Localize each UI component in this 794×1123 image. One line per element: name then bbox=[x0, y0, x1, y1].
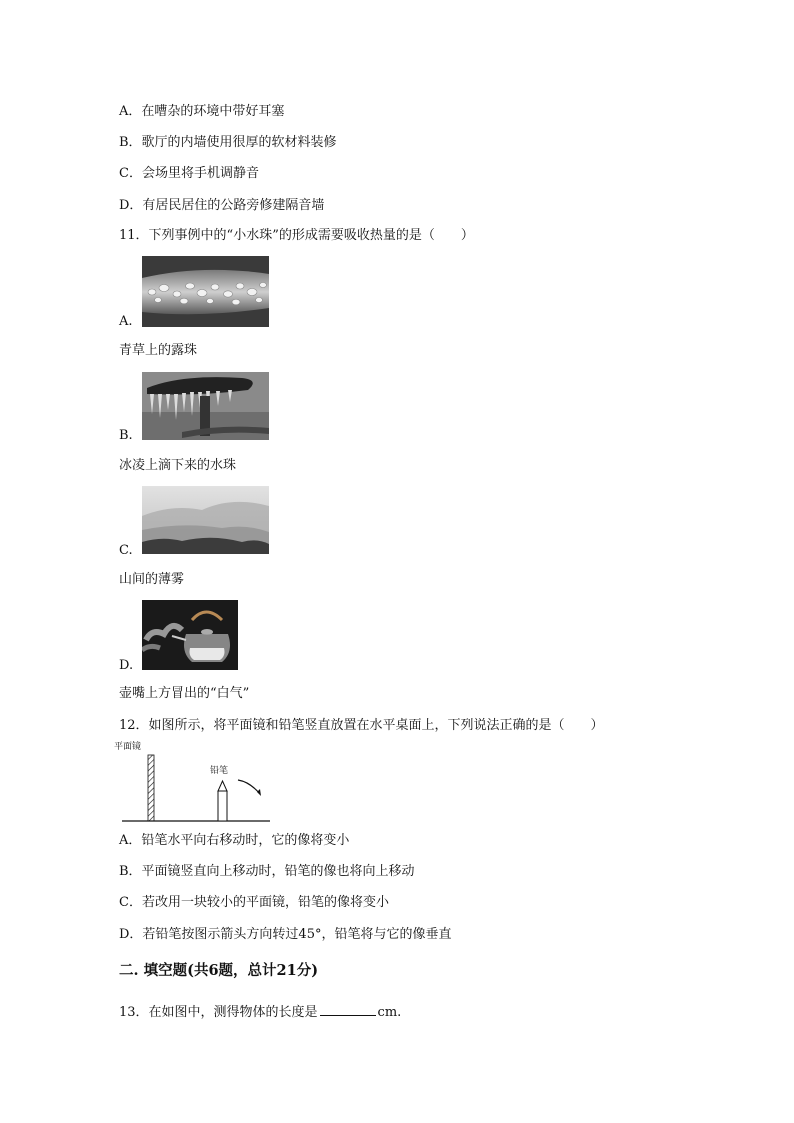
q11-option-a-caption: 青草上的露珠 bbox=[119, 343, 198, 358]
q11-option-d-caption: 壶嘴上方冒出的“白气” bbox=[119, 686, 250, 701]
q11-option-c-caption: 山间的薄雾 bbox=[119, 572, 185, 587]
mirror-label: 平面镜 bbox=[114, 742, 142, 752]
q11-option-d-label: D. bbox=[119, 658, 134, 673]
q11-option-b-caption: 冰凌上滴下来的水珠 bbox=[119, 458, 237, 473]
q12-option-c: C．若改用一块较小的平面镜，铅笔的像将变小 bbox=[119, 895, 389, 910]
section-title: 二. 填空题(共6题，总计21分) bbox=[119, 962, 319, 979]
kettle-photo bbox=[142, 600, 238, 670]
q13-stem-after: cm. bbox=[377, 1005, 402, 1020]
answer-blank[interactable] bbox=[320, 1003, 376, 1016]
q11-option-a-label: A. bbox=[119, 314, 133, 329]
q10-option-d: D．有居民居住的公路旁修建隔音墙 bbox=[119, 198, 325, 213]
q11-option-c-label: C. bbox=[119, 543, 133, 558]
mirror-pencil-figure bbox=[114, 742, 272, 824]
mist-photo bbox=[142, 486, 269, 554]
pencil-label: 铅笔 bbox=[210, 766, 229, 776]
q13-stem-before: 13．在如图中，测得物体的长度是 bbox=[119, 1005, 318, 1020]
q12-option-b: B．平面镜竖直向上移动时，铅笔的像也将向上移动 bbox=[119, 864, 415, 879]
q12-stem: 12．如图所示，将平面镜和铅笔竖直放置在水平桌面上，下列说法正确的是（ ） bbox=[119, 718, 604, 733]
q10-option-c: C．会场里将手机调静音 bbox=[119, 166, 259, 181]
q12-option-a: A．铅笔水平向右移动时，它的像将变小 bbox=[119, 833, 350, 848]
icicle-photo bbox=[142, 372, 269, 440]
q10-option-a: A．在嘈杂的环境中带好耳塞 bbox=[119, 104, 285, 119]
q10-option-b: B．歌厅的内墙使用很厚的软材料装修 bbox=[119, 135, 337, 150]
q11-option-b-label: B. bbox=[119, 428, 133, 443]
q12-option-d: D．若铅笔按图示箭头方向转过45°，铅笔将与它的像垂直 bbox=[119, 927, 452, 942]
q11-stem: 11．下列事例中的“小水珠”的形成需要吸收热量的是（ ） bbox=[119, 228, 474, 243]
q13-stem bbox=[119, 1003, 401, 1022]
dew-photo bbox=[142, 256, 269, 327]
